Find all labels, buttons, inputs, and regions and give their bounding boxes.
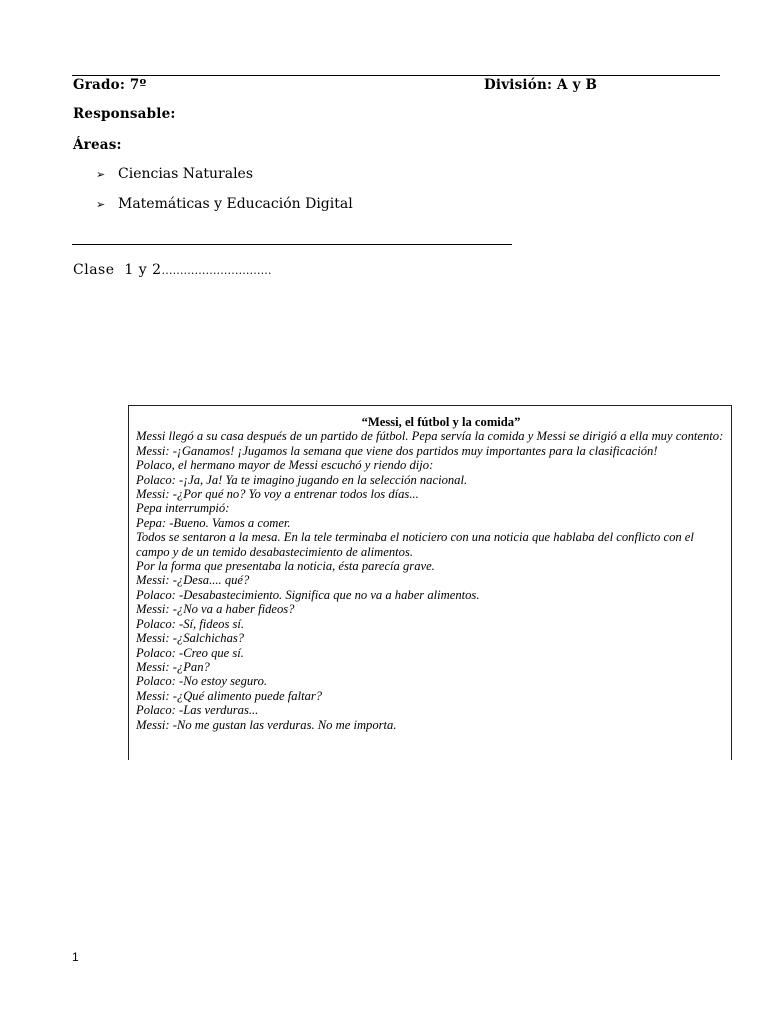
areas-label: Áreas:: [73, 137, 122, 153]
section-divider: [72, 244, 512, 245]
area-item: [96, 166, 253, 182]
story-line: Messi: -¿Pan?: [136, 659, 210, 674]
area-item: [96, 196, 353, 212]
class-number: 1 y 2: [124, 262, 162, 278]
story-line: Messi: -¿Salchichas?: [136, 631, 245, 646]
arrowhead-bullet-icon: ➢: [96, 198, 106, 211]
story-line: Messi: -¿No va a haber fideos?: [136, 602, 295, 617]
story-line: Polaco: -Desabastecimiento. Significa que no va a haber alimentos.: [136, 587, 480, 602]
story-line: Polaco: -¡Ja, Ja! Ya te imagino jugando en la selección nacional.: [136, 472, 468, 487]
page-number: 1: [72, 950, 79, 964]
division-label: División: A y B: [484, 77, 598, 93]
story-line: Polaco: -Sí, fideos sí.: [136, 616, 245, 631]
story-title: “Messi, el fútbol y la comida”: [361, 415, 521, 429]
header-top-rule: [72, 75, 720, 76]
story-line: Messi: -¡Ganamos! ¡Jugamos la semana que viene dos partidos muy importantes para la clasificación!: [136, 443, 658, 458]
story-line: Polaco: -Las verduras...: [136, 703, 259, 718]
story-excerpt-image: [128, 405, 732, 760]
story-line: Polaco, el hermano mayor de Messi escuchó y riendo dijo:: [136, 458, 434, 473]
class-dots: …………………………: [161, 264, 272, 277]
story-line: Messi: -¿Qué alimento puede faltar?: [136, 688, 323, 703]
area-item-label: Ciencias Naturales: [118, 166, 254, 182]
story-line: Messi llegó a su casa después de un partido de fútbol. Pepa servía la comida y Messi se dirigió a ella muy contento:: [136, 429, 724, 444]
story-line: Por la forma que presentaba la noticia, ésta parecía grave.: [136, 559, 435, 574]
arrowhead-bullet-icon: ➢: [96, 168, 106, 181]
story-line: Pepa interrumpió:: [136, 501, 230, 516]
story-line: Messi: -No me gustan las verduras. No me importa.: [136, 717, 397, 732]
grade-label: Grado: 7º: [73, 77, 147, 93]
story-line: Messi: -¿Por qué no? Yo voy a entrenar todos los días...: [136, 487, 419, 502]
story-line: Pepa: -Bueno. Vamos a comer.: [136, 515, 291, 530]
area-item-label: Matemáticas y Educación Digital: [118, 196, 353, 212]
class-heading: [73, 262, 272, 278]
story-line: Polaco: -No estoy seguro.: [136, 674, 268, 689]
responsible-label: Responsable:: [73, 106, 176, 122]
story-lines: [136, 429, 726, 732]
story-line: Messi: -¿Desa.... qué?: [136, 573, 250, 588]
story-line: Todos se sentaron a la mesa. En la tele terminaba el noticiero con una noticia que hablaba del conflicto con el campo y de un temido desabastecimiento de alimentos.: [136, 530, 694, 559]
story-line: Polaco: -Creo que sí.: [136, 645, 244, 660]
class-label: Clase: [73, 262, 115, 278]
